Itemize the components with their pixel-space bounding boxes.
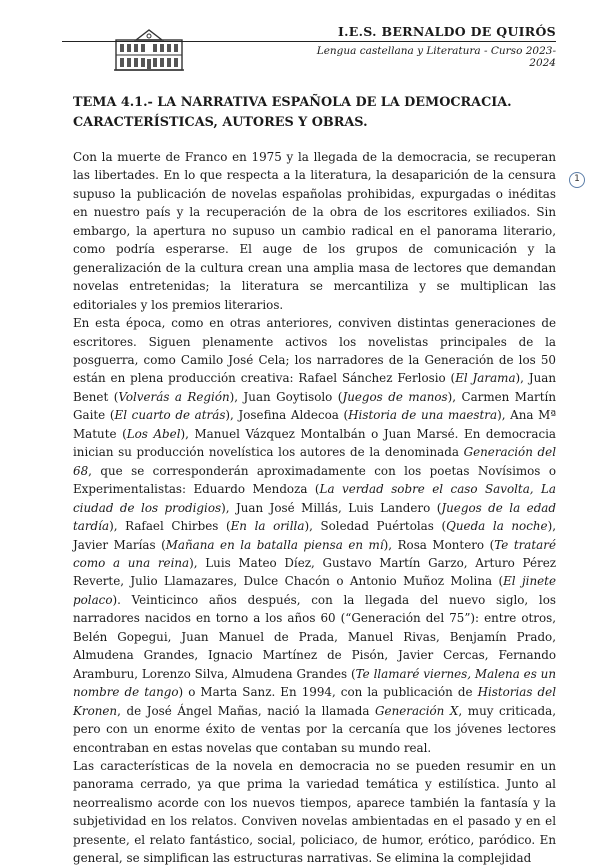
course-subtitle: Lengua castellana y Literatura - Curso 2023-2024 [316,45,556,69]
comment-marker[interactable]: 1 [569,172,585,188]
school-name: I.E.S. BERNALDO DE QUIRÓS [338,24,556,39]
document-body [73,148,556,868]
paragraph-characteristics: Las características de la novela en democracia no se pueden resumir en un panorama cerrado, ya que prima la variedad temática y estilística. Junto al neorrealismo acorde con los nuevos tiempos, aparece también la fantasía y la subjetividad en los relatos. Conviven novelas ambientadas en el pasado y en el presente, el relato fantástico, social, policiaco, de humor, erótico, paródico. En general, se simplifican las estructuras narrativas. Se elimina la complejidad [73,758,556,866]
page-title [73,93,543,133]
school-building-logo [114,26,184,72]
title-line-2: CARACTERÍSTICAS, AUTORES Y OBRAS. [73,115,368,130]
paragraph-authors: En esta época, como en otras anteriores, conviven distintas generaciones de escritores. Siguen plenamente activos los novelistas principales de la posguerra, como Camilo José Cela; los narradores de la Generación de los 50 están en plena producción creativa: Rafael Sánchez Ferlosio (El Jarama), Juan Benet (Volverás a Región), Juan Goytisolo (Juegos de manos), Carmen Martín Gaite (El cuarto de atrás), Josefina Aldecoa (Historia de una maestra), Ana Mª Matute (Los Abel), Manuel Vázquez Montalbán o Juan Marsé. En democracia inician su producción novelística los autores de la denominada Generación del 68, que se corresponderán aproximadamente con los poetas Novísimos o Experimentalistas: Eduardo Mendoza (La verdad sobre el caso Savolta, La ciudad de los prodigios), Juan José Millás, Luis Landero (Juegos de la edad tardía), Rafael Chirbes (En la orilla), Soledad Puértolas (Queda la noche), Javier Marías (Mañana en la batalla piensa en mí), Rosa Montero (Te trataré como a una reina), Luis Mateo Díez, Gustavo Martín Garzo, Arturo Pérez Reverte, Julio Llamazares, Dulce Chacón o Antonio Muñoz Molina (El jinete polaco). Veinticinco años después, con la llegada del nuevo siglo, los narradores nacidos en torno a los años 60 (“Generación del 75”): entre otros, Belén Gopegui, Juan Manuel de Prada, Manuel Rivas, Benjamín Prado, Almudena Grandes, Ignacio Martínez de Pisón, Javier Cercas, Fernando Aramburu, Lorenzo Silva, Almudena Grandes (Te llamaré viernes, Malena es un nombre de tango) o Marta Sanz. En 1994, con la publicación de Historias del Kronen, de José Ángel Mañas, nació la llamada Generación X, muy criticada, pero con un enorme éxito de ventas por la cercanía que los jóvenes lectores encontraban en estas novelas que contaban su mundo real. [73,316,557,755]
paragraph-intro: Con la muerte de Franco en 1975 y la llegada de la democracia, se recuperan las libertades. En lo que respecta a la literatura, la desaparición de la censura supuso la publicación de novelas españolas prohibidas, expurgadas o inéditas en nuestro país y la recuperación de la obra de los escritores exiliados. Sin embargo, la apertura no supuso un cambio radical en el panorama literario, como podría esperarse. El auge de los grupos de comunicación y la generalización de la cultura crean una amplia masa de lectores que demandan novelas entretenidas; la literatura se mercantiliza y se multiplican las editoriales y los premios literarios. [73,150,556,312]
header-divider [62,41,556,42]
title-line-1: TEMA 4.1.- LA NARRATIVA ESPAÑOLA DE LA DEMOCRACIA. [73,95,512,110]
